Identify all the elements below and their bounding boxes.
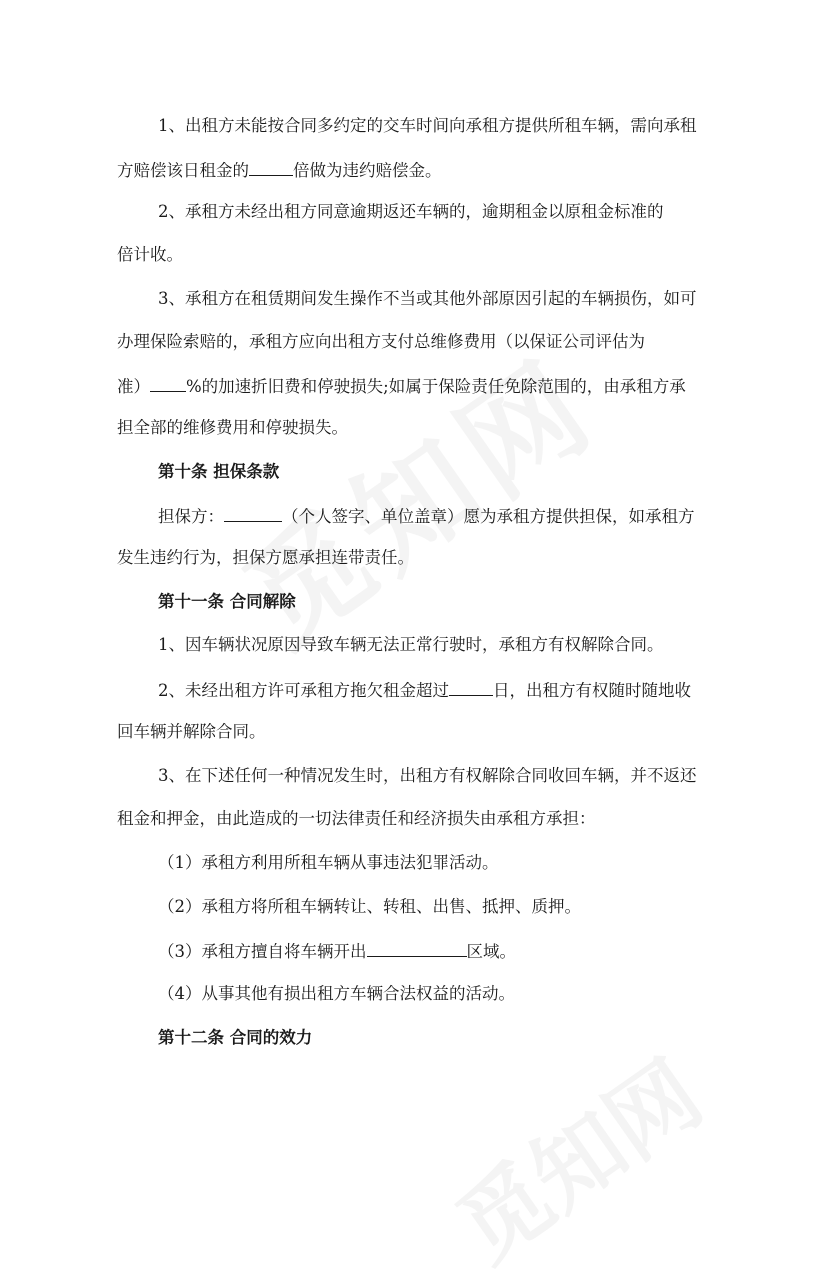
- clause-3-line-3: [117, 373, 717, 399]
- clause-3-line-4: 担全部的维修费用和停驶损失。: [117, 418, 348, 437]
- sub-item-4: （4）从事其他有损出租方车辆合法权益的活动。: [158, 984, 515, 1003]
- sub-item-2: （2）承租方将所租车辆转让、转租、出售、抵押、质押。: [158, 897, 581, 916]
- blank-overdue-days[interactable]: [449, 677, 493, 696]
- blank-multiplier[interactable]: [249, 157, 293, 176]
- clause-1-text-b: 倍做为违约赔偿金。: [293, 161, 442, 180]
- clause-3-text-a: 准）: [117, 377, 150, 396]
- article-11-item-3-line-1: 3、在下述任何一种情况发生时，出租方有权解除合同收回车辆，并不返还: [158, 766, 697, 785]
- blank-region[interactable]: [367, 938, 467, 957]
- article-11-item-3-line-2: 租金和押金，由此造成的一切法律责任和经济损失由承租方承担：: [117, 809, 596, 828]
- clause-3-line-1: 3、承租方在租赁期间发生操作不当或其他外部原因引起的车辆损伤，如可: [158, 289, 697, 308]
- article-10-line-1: [158, 503, 758, 529]
- blank-guarantor[interactable]: [224, 503, 282, 522]
- article-10-line-2: 发生违约行为，担保方愿承担连带责任。: [117, 548, 414, 567]
- sub-item-1: （1）承租方利用所租车辆从事违法犯罪活动。: [158, 853, 499, 872]
- article-11-item-1: 1、因车辆状况原因导致车辆无法正常行驶时，承租方有权解除合同。: [158, 635, 664, 654]
- watermark-secondary: [427, 1024, 723, 1285]
- clause-1-line-1: 1、出租方未能按合同多约定的交车时间向承租方提供所租车辆，需向承租: [158, 116, 697, 135]
- clause-1-line-2: [117, 157, 717, 183]
- article-11-item-2-line-2: 回车辆并解除合同。: [117, 722, 266, 741]
- guarantor-text: （个人签字、单位盖章）愿为承租方提供担保，如承租方: [282, 507, 695, 526]
- sub-item-3-text-b: 区域。: [466, 942, 516, 961]
- article-10-title: 第十条 担保条款: [158, 462, 280, 481]
- item-2-text-a: 2、未经出租方许可承租方拖欠租金超过: [158, 681, 449, 700]
- clause-2-line-2: 倍计收。: [117, 245, 183, 264]
- clause-3-text-b: %的加速折旧费和停驶损失;如属于保险责任免除范围的，由承租方承: [186, 377, 686, 396]
- sub-item-3-text-a: （3）承租方擅自将车辆开出: [158, 942, 367, 961]
- blank-percentage[interactable]: [150, 373, 186, 392]
- guarantor-label: 担保方：: [158, 507, 224, 526]
- article-12-title: 第十二条 合同的效力: [158, 1028, 313, 1047]
- clause-1-text-a: 方赔偿该日租金的: [117, 161, 249, 180]
- article-11-title: 第十一条 合同解除: [158, 592, 296, 611]
- sub-item-3: [158, 938, 758, 964]
- article-11-item-2-line-1: [158, 677, 758, 703]
- clause-2-line-1: 2、承租方未经出租方同意逾期返还车辆的，逾期租金以原租金标准的: [158, 202, 664, 221]
- item-2-text-b: 日，出租方有权随时随地收: [493, 681, 691, 700]
- clause-3-line-2: 办理保险索赔的，承租方应向出租方支付总维修费用（以保证公司评估为: [117, 332, 645, 351]
